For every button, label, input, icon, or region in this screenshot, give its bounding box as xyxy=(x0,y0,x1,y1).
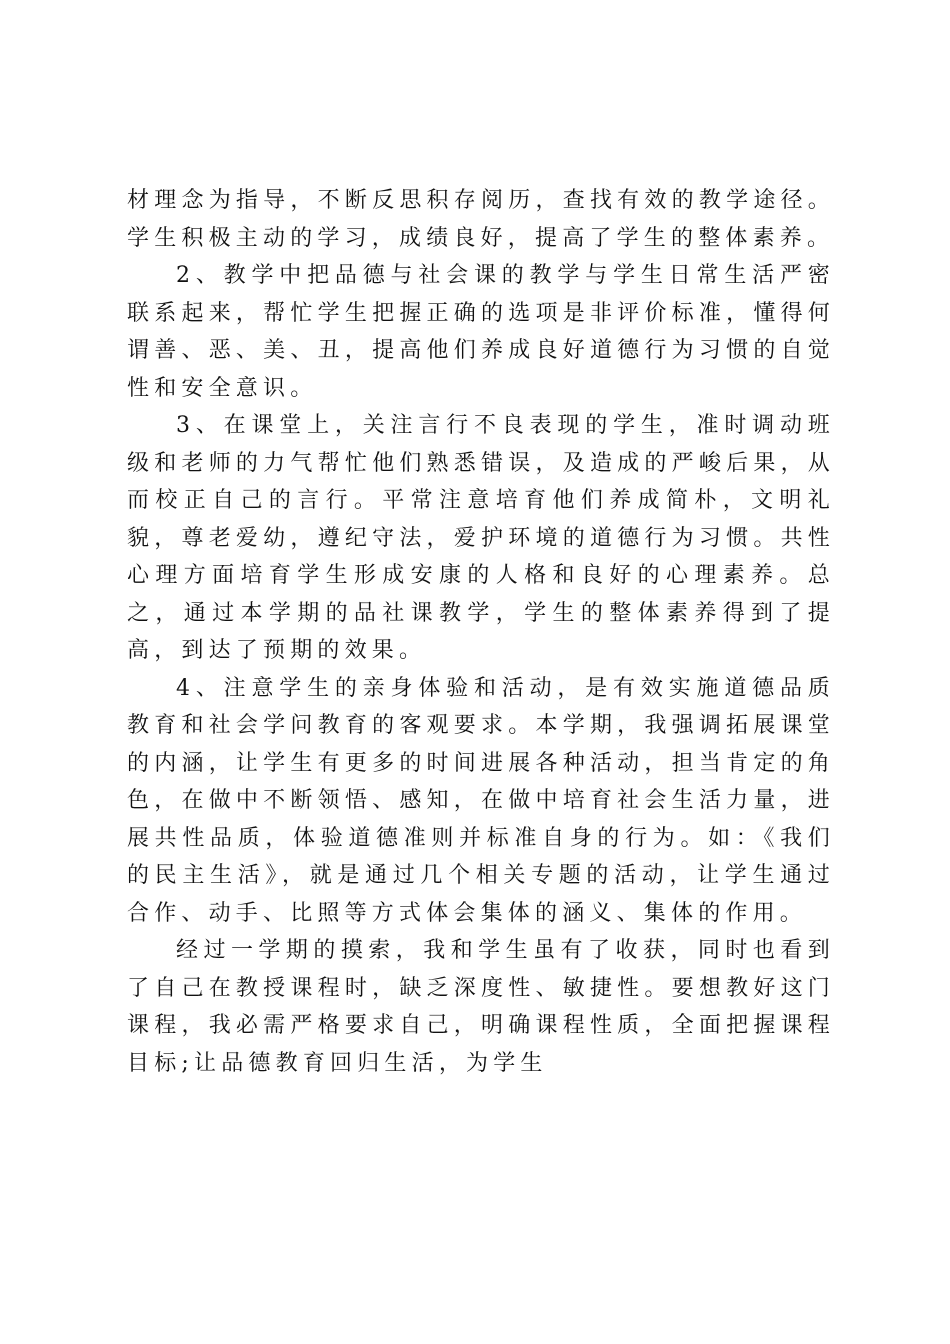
paragraph-conclusion: 经过一学期的摸索，我和学生虽有了收获，同时也看到了自己在教授课程时，缺乏深度性、敏捷性。要想教好这门课程，我必需严格要求自己，明确课程性质，全面把握课程目标;让品德教育回归生活，为学生 xyxy=(127,938,835,1076)
paragraph-point-3: 3、在课堂上，关注言行不良表现的学生，准时调动班级和老师的力气帮忙他们熟悉错误，及造成的严峻后果，从而校正自己的言行。平常注意培育他们养成简朴，文明礼貌，尊老爱幼，遵纪守法，爱护环境的道德行为习惯。共性心理方面培育学生形成安康的人格和良好的心理素养。总之，通过本学期的品社课教学，学生的整体素养得到了提高，到达了预期的效果。 xyxy=(127,413,835,663)
paragraph-point-4: 4、注意学生的亲身体验和活动，是有效实施道德品质教育和社会学问教育的客观要求。本学期，我强调拓展课堂的内涵，让学生有更多的时间进展各种活动，担当肯定的角色，在做中不断领悟、感知，在做中培育社会生活力量，进展共性品质，体验道德准则并标准自身的行为。如：《我们的民主生活》，就是通过几个相关专题的活动，让学生通过合作、动手、比照等方式体会集体的涵义、集体的作用。 xyxy=(127,675,835,926)
paragraph-point-2: 2、教学中把品德与社会课的教学与学生日常生活严密联系起来，帮忙学生把握正确的选项是非评价标准，懂得何谓善、恶、美、丑，提高他们养成良好道德行为习惯的自觉性和安全意识。 xyxy=(127,263,835,401)
paragraph-continuation: 材理念为指导，不断反思积存阅历，查找有效的教学途径。学生积极主动的学习，成绩良好，提高了学生的整体素养。 xyxy=(127,188,835,251)
document-body xyxy=(127,182,835,1082)
